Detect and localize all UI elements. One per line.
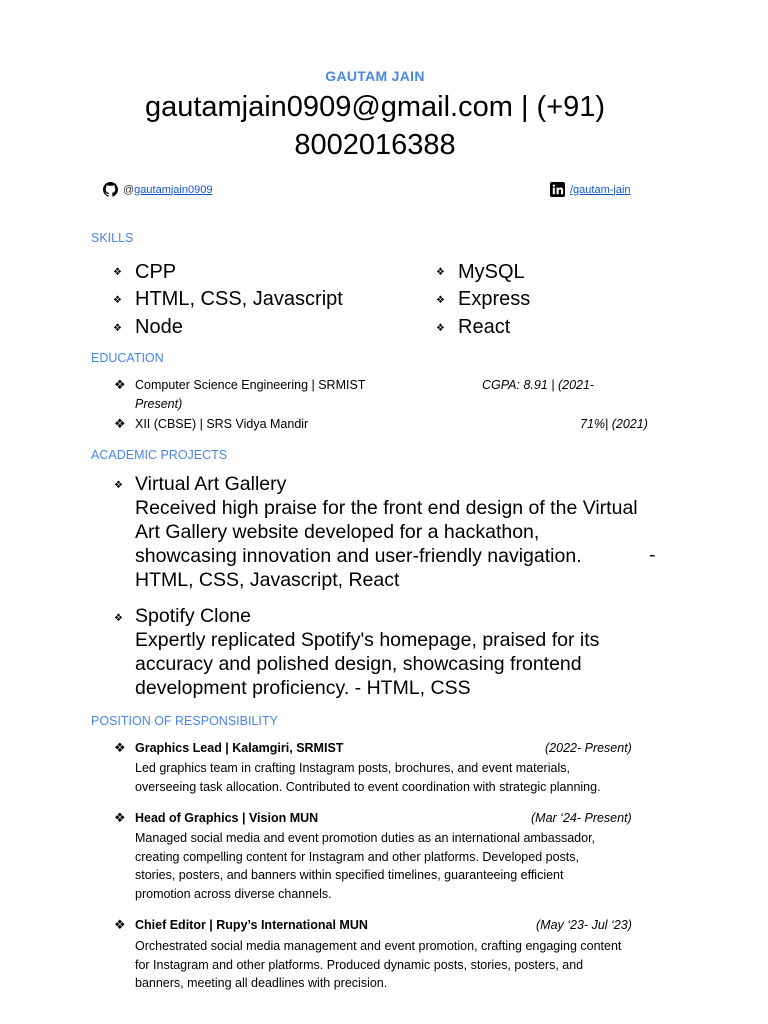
github-link-row[interactable]: [103, 182, 212, 197]
diamond-bullet-icon: ❖: [113, 295, 122, 306]
projects-heading: ACADEMIC PROJECTS: [91, 448, 228, 462]
skill-item: HTML, CSS, Javascript: [135, 288, 343, 310]
responsibility-body: [135, 829, 680, 903]
project-title: Virtual Art Gallery: [135, 473, 287, 495]
diamond-bullet-icon: ❖: [436, 267, 445, 278]
project-desc-line: HTML, CSS, Javascript, React: [135, 569, 400, 591]
responsibility-role: Head of Graphics | Vision MUN: [135, 811, 319, 825]
diamond-bullet-icon: ❖: [113, 323, 122, 334]
contact-info: [0, 88, 750, 164]
diamond-bullet-icon: ❖: [114, 416, 126, 431]
responsibility-date: (2022- Present): [545, 741, 632, 755]
diamond-bullet-icon: ❖: [114, 377, 126, 392]
diamond-bullet-icon: ❖: [113, 267, 122, 278]
body-line: banners, meeting all deadlines with precision.: [135, 976, 388, 990]
diamond-bullet-icon: ❖: [436, 295, 445, 306]
education-name: Computer Science Engineering | SRMIST: [135, 378, 366, 392]
education-meta: 71%| (2021): [580, 417, 648, 431]
diamond-bullet-icon: ❖: [114, 613, 123, 624]
skill-item: MySQL: [458, 261, 525, 283]
project-desc-line: Received high praise for the front end design of the Virtual: [135, 497, 638, 519]
linkedin-link-row[interactable]: [550, 182, 631, 197]
diamond-bullet-icon: ❖: [436, 323, 445, 334]
responsibility-date: (May ‘23- Jul ‘23): [536, 918, 632, 932]
skill-item: React: [458, 316, 511, 338]
education-name: XII (CBSE) | SRS Vidya Mandir: [135, 417, 309, 431]
skill-item: Express: [458, 288, 531, 310]
body-line: promotion across diverse channels.: [135, 886, 332, 901]
diamond-bullet-icon: ❖: [114, 740, 126, 755]
body-line: stories, posters, and banners within specified timelines, guaranteeing efficient: [135, 868, 564, 882]
linkedin-icon: [550, 182, 565, 197]
project-desc-line: development proficiency. - HTML, CSS: [135, 677, 471, 699]
diamond-bullet-icon: ❖: [114, 917, 126, 932]
project-title: Spotify Clone: [135, 605, 251, 627]
diamond-bullet-icon: ❖: [114, 480, 123, 491]
body-line: for Instagram and other platforms. Produced dynamic posts, stories, posters, and: [135, 957, 584, 972]
responsibility-body: [135, 759, 680, 796]
body-line: Orchestrated social media management and event promotion, crafting engaging content: [135, 939, 622, 953]
body-line: creating compelling content for Instagram and other platforms. Developed posts,: [135, 849, 579, 864]
responsibility-body: [135, 937, 680, 993]
skill-item: CPP: [135, 261, 177, 283]
project-desc-line: accuracy and polished design, showcasing frontend: [135, 653, 582, 675]
project-text: [135, 472, 660, 592]
project-desc-line: Expertly replicated Spotify's homepage, praised for its: [135, 629, 600, 651]
responsibility-role: Graphics Lead | Kalamgiri, SRMIST: [135, 741, 344, 755]
education-meta: CGPA: 8.91 | (2021-: [482, 378, 595, 392]
github-handle-link[interactable]: gautamjain0909: [134, 183, 213, 196]
contact-line-1: gautamjain0909@gmail.com | (+91): [144, 91, 606, 123]
diamond-bullet-icon: ❖: [114, 810, 126, 825]
project-desc-line: showcasing innovation and user-friendly navigation.: [135, 545, 582, 567]
project-dash: -: [649, 544, 656, 566]
github-at: @: [123, 183, 135, 196]
responsibility-role: Chief Editor | Rupy’s International MUN: [135, 918, 368, 932]
body-line: overseeing task allocation. Contributed to event coordination with strategic planning.: [135, 779, 601, 794]
github-icon: [103, 182, 118, 197]
responsibility-date: (Mar ‘24- Present): [531, 811, 632, 825]
education-meta-cont: Present): [135, 397, 183, 411]
education-heading: EDUCATION: [91, 351, 164, 365]
linkedin-handle-link[interactable]: /gautam-jain: [570, 183, 631, 196]
body-line: Managed social media and event promotion duties as an international ambassador,: [135, 831, 596, 845]
responsibility-heading: POSITION OF RESPONSIBILITY: [91, 714, 278, 728]
body-line: Led graphics team in crafting Instagram posts, brochures, and event materials,: [135, 761, 570, 775]
contact-line-2: 8002016388: [294, 129, 456, 161]
skill-item: Node: [135, 316, 183, 338]
project-text: [135, 604, 660, 700]
project-desc-line: Art Gallery website developed for a hackathon,: [135, 521, 540, 543]
skills-heading: SKILLS: [91, 231, 134, 245]
resume-name: GAUTAM JAIN: [325, 68, 425, 84]
